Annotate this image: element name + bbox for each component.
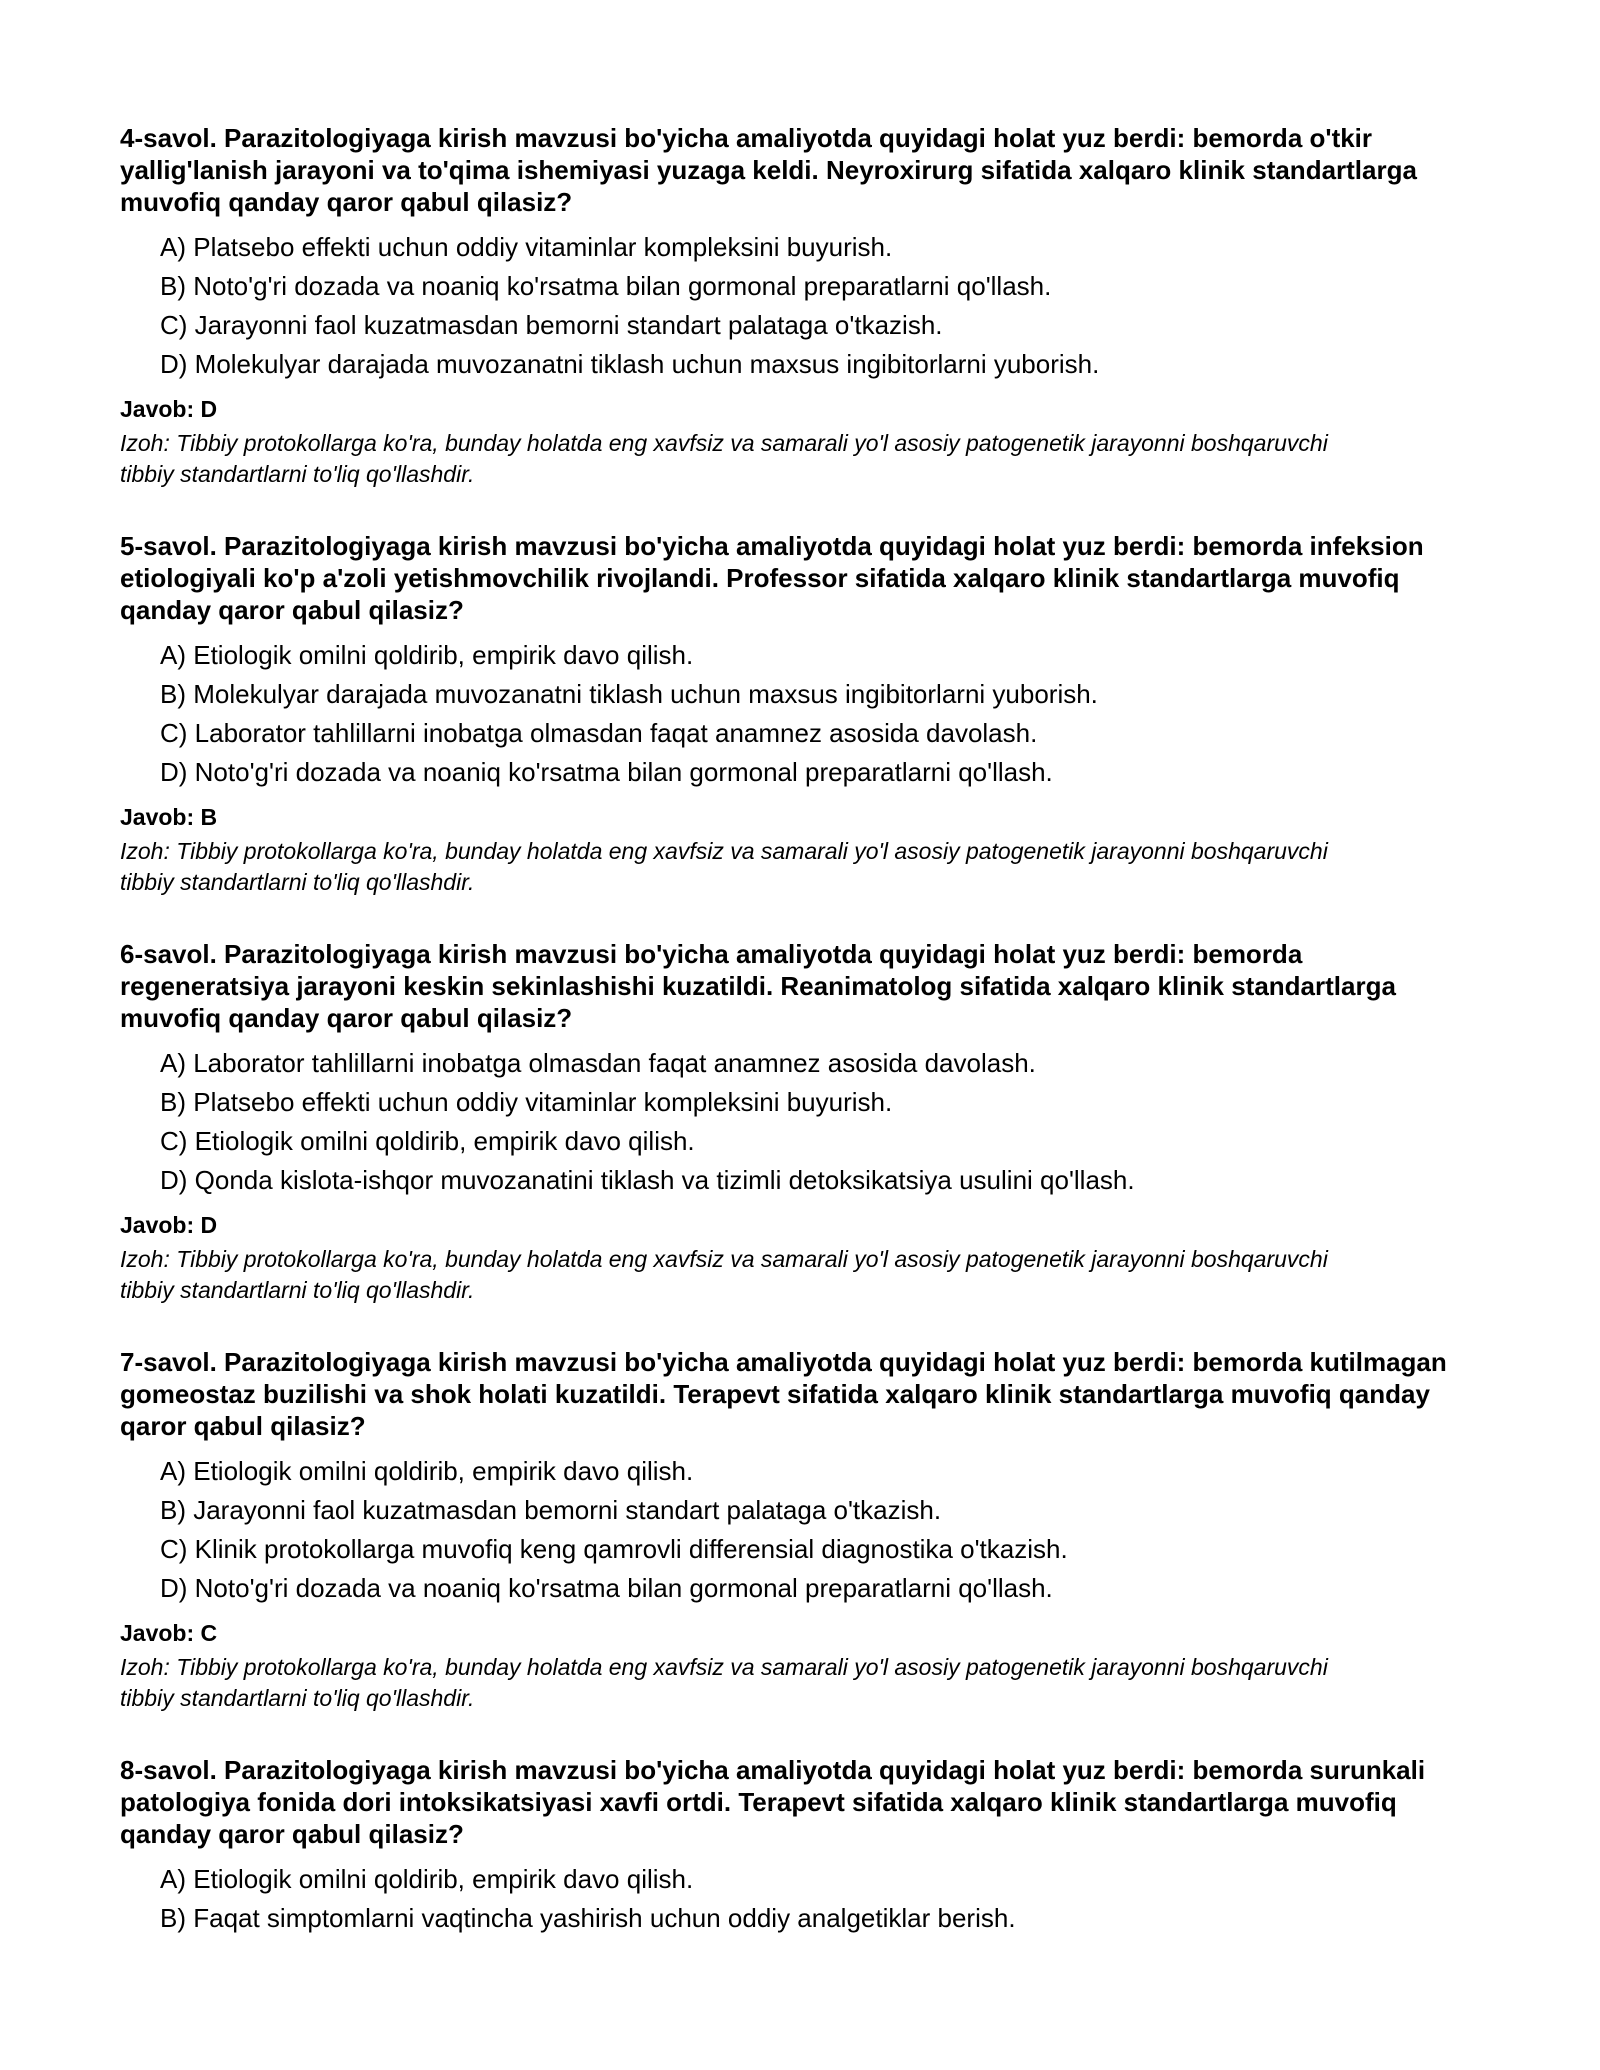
question-block	[120, 530, 1460, 898]
option-a: A) Laborator tahlillarni inobatga olmasdan faqat anamnez asosida davolash.	[160, 1048, 1036, 1078]
question-text: 8-savol. Parazitologiyaga kirish mavzusi bo'yicha amaliyotda quyidagi holat yuz berdi: bemorda surunkali patologiya fonida dori intoksikatsiyasi xavfi ortdi. Terapevt sifatida xalqaro klinik standartlarga muvofiq qanday qaror qabul qilasiz?	[120, 1755, 1426, 1849]
question-block	[120, 1754, 1460, 1938]
option-b: B) Platsebo effekti uchun oddiy vitaminlar kompleksini buyurish.	[160, 1087, 893, 1117]
answer-label: Javob: C	[120, 1620, 218, 1646]
options-list	[160, 228, 1460, 384]
question-text: 7-savol. Parazitologiyaga kirish mavzusi bo'yicha amaliyotda quyidagi holat yuz berdi: bemorda kutilmagan gomeostaz buzilishi va shok holati kuzatildi. Terapevt sifatida xalqaro klinik standartlarga muvofiq qanday qaror qabul qilasiz?	[120, 1347, 1447, 1441]
option-d: D) Noto'g'ri dozada va noaniq ko'rsatma bilan gormonal preparatlarni qo'llash.	[160, 757, 1053, 787]
answer-label: Javob: B	[120, 804, 218, 830]
options-list	[160, 1044, 1460, 1200]
question-block	[120, 938, 1460, 1306]
option-c: C) Laborator tahlillarni inobatga olmasdan faqat anamnez asosida davolash.	[160, 718, 1038, 748]
explanation-text: Izoh: Tibbiy protokollarga ko'ra, bunday holatda eng xavfsiz va samarali yo'l asosiy patogenetik jarayonni boshqaruvchi tibbiy standartlarni to'liq qo'llashdir.	[120, 1654, 1328, 1711]
question-text: 4-savol. Parazitologiyaga kirish mavzusi bo'yicha amaliyotda quyidagi holat yuz berdi: bemorda o'tkir yallig'lanish jarayoni va to'qima ishemiyasi yuzaga keldi. Neyroxirurg sifatida xalqaro klinik standartlarga muvofiq qanday qaror qabul qilasiz?	[120, 123, 1417, 217]
options-list	[160, 636, 1460, 792]
option-d: D) Qonda kislota-ishqor muvozanatini tiklash va tizimli detoksikatsiya usulini qo'llash.	[160, 1165, 1135, 1195]
option-a: A) Etiologik omilni qoldirib, empirik davo qilish.	[160, 1456, 694, 1486]
option-a: A) Etiologik omilni qoldirib, empirik davo qilish.	[160, 1864, 694, 1894]
option-b: B) Molekulyar darajada muvozanatni tiklash uchun maxsus ingibitorlarni yuborish.	[160, 679, 1098, 709]
option-d: D) Molekulyar darajada muvozanatni tiklash uchun maxsus ingibitorlarni yuborish.	[160, 349, 1100, 379]
option-c: C) Jarayonni faol kuzatmasdan bemorni standart palataga o'tkazish.	[160, 310, 943, 340]
question-text: 5-savol. Parazitologiyaga kirish mavzusi bo'yicha amaliyotda quyidagi holat yuz berdi: bemorda infeksion etiologiyali ko'p a'zoli yetishmovchilik rivojlandi. Professor sifatida xalqaro klinik standartlarga muvofiq qanday qaror qabul qilasiz?	[120, 531, 1424, 625]
option-d: D) Noto'g'ri dozada va noaniq ko'rsatma bilan gormonal preparatlarni qo'llash.	[160, 1573, 1053, 1603]
question-text: 6-savol. Parazitologiyaga kirish mavzusi bo'yicha amaliyotda quyidagi holat yuz berdi: bemorda regeneratsiya jarayoni keskin sekinlashishi kuzatildi. Reanimatolog sifatida xalqaro klinik standartlarga muvofiq qanday qaror qabul qilasiz?	[120, 939, 1396, 1033]
question-block	[120, 122, 1460, 490]
option-a: A) Etiologik omilni qoldirib, empirik davo qilish.	[160, 640, 694, 670]
explanation-text: Izoh: Tibbiy protokollarga ko'ra, bunday holatda eng xavfsiz va samarali yo'l asosiy patogenetik jarayonni boshqaruvchi tibbiy standartlarni to'liq qo'llashdir.	[120, 838, 1328, 895]
answer-label: Javob: D	[120, 396, 218, 422]
option-b: B) Faqat simptomlarni vaqtincha yashirish uchun oddiy analgetiklar berish.	[160, 1903, 1016, 1933]
explanation-text: Izoh: Tibbiy protokollarga ko'ra, bunday holatda eng xavfsiz va samarali yo'l asosiy patogenetik jarayonni boshqaruvchi tibbiy standartlarni to'liq qo'llashdir.	[120, 1246, 1328, 1303]
option-b: B) Noto'g'ri dozada va noaniq ko'rsatma bilan gormonal preparatlarni qo'llash.	[160, 271, 1052, 301]
option-c: C) Etiologik omilni qoldirib, empirik davo qilish.	[160, 1126, 695, 1156]
option-c: C) Klinik protokollarga muvofiq keng qamrovli differensial diagnostika o'tkazish.	[160, 1534, 1068, 1564]
option-b: B) Jarayonni faol kuzatmasdan bemorni standart palataga o'tkazish.	[160, 1495, 942, 1525]
options-list	[160, 1860, 1460, 1938]
options-list	[160, 1452, 1460, 1608]
question-block	[120, 1346, 1460, 1714]
explanation-text: Izoh: Tibbiy protokollarga ko'ra, bunday holatda eng xavfsiz va samarali yo'l asosiy patogenetik jarayonni boshqaruvchi tibbiy standartlarni to'liq qo'llashdir.	[120, 430, 1328, 487]
option-a: A) Platsebo effekti uchun oddiy vitaminlar kompleksini buyurish.	[160, 232, 893, 262]
answer-label: Javob: D	[120, 1212, 218, 1238]
